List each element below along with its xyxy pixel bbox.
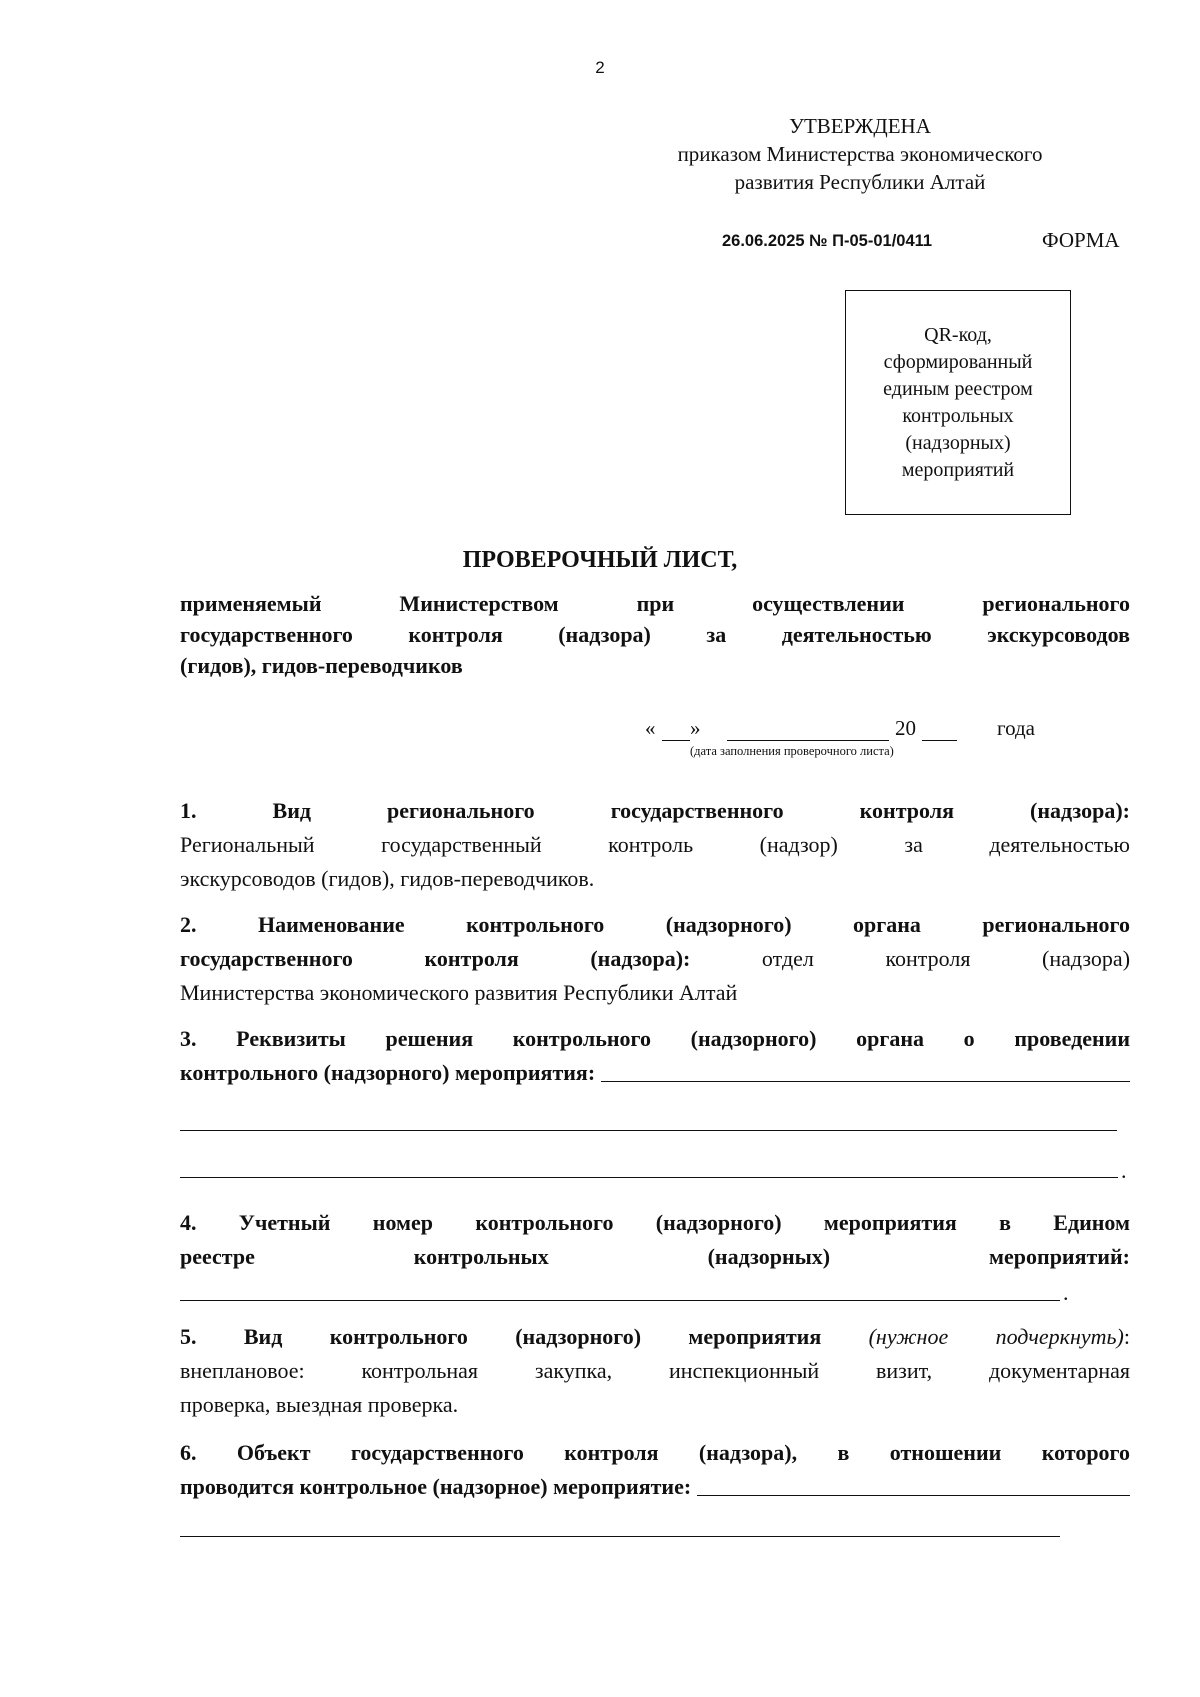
section-2 bbox=[180, 908, 1130, 1010]
approval-stamp bbox=[620, 112, 1100, 196]
page-number: 2 bbox=[595, 58, 605, 77]
qr-box-line: сформированный bbox=[883, 350, 1033, 373]
section-6-blank[interactable] bbox=[697, 1495, 1130, 1496]
section-3 bbox=[180, 1022, 1130, 1090]
section-5-heading bbox=[180, 1320, 1130, 1354]
fill-date-field bbox=[645, 716, 1065, 766]
date-caption: (дата заполнения проверочного листа) bbox=[690, 744, 894, 758]
qr-code-placeholder bbox=[845, 290, 1071, 515]
section-3-period: . bbox=[1121, 1158, 1127, 1183]
section-6-blank-line[interactable] bbox=[180, 1536, 1060, 1537]
approval-line: приказом Министерства экономического bbox=[677, 142, 1043, 166]
section-2-label: государственного контроля (надзора): bbox=[180, 946, 691, 971]
section-3-label: контрольного (надзорного) мероприятия: bbox=[180, 1060, 596, 1085]
section-1-heading: 1. Вид регионального государственного контроля (надзора): bbox=[180, 798, 1130, 823]
approval-line: развития Республики Алтай bbox=[734, 170, 986, 194]
section-1-body: Региональный государственный контроль (надзор) за деятельностью bbox=[180, 832, 1130, 857]
subtitle-line: применяемый Министерством при осуществлении регионального bbox=[180, 591, 1130, 616]
section-6-fill-row bbox=[180, 1470, 1130, 1504]
section-5-body: проверка, выездная проверка. bbox=[180, 1392, 459, 1417]
year-word: года bbox=[997, 716, 1035, 740]
day-blank[interactable] bbox=[662, 740, 690, 741]
subtitle-line: государственного контроля (надзора) за деятельностью экскурсоводов bbox=[180, 622, 1130, 647]
form-label: ФОРМА bbox=[1042, 228, 1120, 252]
qr-box-line: QR-код, bbox=[924, 323, 992, 346]
approval-title: УТВЕРЖДЕНА bbox=[789, 114, 931, 138]
document-subtitle bbox=[180, 588, 1130, 681]
section-3-blank-line[interactable] bbox=[180, 1177, 1118, 1178]
year-blank[interactable] bbox=[922, 740, 957, 741]
section-3-blank[interactable] bbox=[601, 1081, 1130, 1082]
section-3-heading: 3. Реквизиты решения контрольного (надзорного) органа о проведении bbox=[180, 1026, 1130, 1051]
section-3-fill-row bbox=[180, 1056, 1130, 1090]
section-5-title: 5. Вид контрольного (надзорного) мероприятия bbox=[180, 1324, 822, 1349]
section-4-label: реестре контрольных (надзорных) мероприятий: bbox=[180, 1244, 1130, 1269]
section-1-body: экскурсоводов (гидов), гидов-переводчиков. bbox=[180, 866, 595, 891]
order-date-number: 26.06.2025 № П-05-01/0411 bbox=[722, 232, 933, 250]
subtitle-line: (гидов), гидов-переводчиков bbox=[180, 653, 463, 678]
section-4-heading: 4. Учетный номер контрольного (надзорного) мероприятия в Едином bbox=[180, 1210, 1130, 1235]
section-2-heading: 2. Наименование контрольного (надзорного) органа регионального bbox=[180, 912, 1130, 937]
section-5-body: внеплановое: контрольная закупка, инспекционный визит, документарная bbox=[180, 1358, 1130, 1383]
qr-box-line: единым реестром bbox=[883, 377, 1033, 400]
section-2-body: Министерства экономического развития Республики Алтай bbox=[180, 980, 738, 1005]
section-4 bbox=[180, 1206, 1130, 1274]
section-5-note: (нужное подчеркнуть) bbox=[868, 1324, 1124, 1349]
section-2-value: отдел контроля (надзора) bbox=[761, 946, 1131, 971]
section-3-blank-line[interactable] bbox=[180, 1130, 1117, 1131]
open-quote: « bbox=[645, 716, 656, 740]
qr-box-line: контрольных bbox=[902, 404, 1014, 427]
section-1 bbox=[180, 794, 1130, 896]
section-2-line bbox=[180, 942, 1130, 976]
close-quote: » bbox=[690, 716, 701, 740]
section-4-blank-line[interactable] bbox=[180, 1300, 1060, 1301]
section-6 bbox=[180, 1436, 1130, 1504]
month-blank[interactable] bbox=[727, 740, 889, 741]
document-title: ПРОВЕРОЧНЫЙ ЛИСТ, bbox=[462, 547, 738, 573]
qr-box-line: мероприятий bbox=[901, 458, 1015, 481]
qr-box-line: (надзорных) bbox=[905, 431, 1011, 454]
section-4-period: . bbox=[1063, 1280, 1069, 1305]
section-5-colon: : bbox=[1123, 1324, 1130, 1349]
year-century: 20 bbox=[895, 716, 916, 740]
section-5 bbox=[180, 1320, 1130, 1422]
section-6-heading: 6. Объект государственного контроля (надзора), в отношении которого bbox=[180, 1440, 1130, 1465]
section-6-label: проводится контрольное (надзорное) мероприятие: bbox=[180, 1474, 692, 1499]
